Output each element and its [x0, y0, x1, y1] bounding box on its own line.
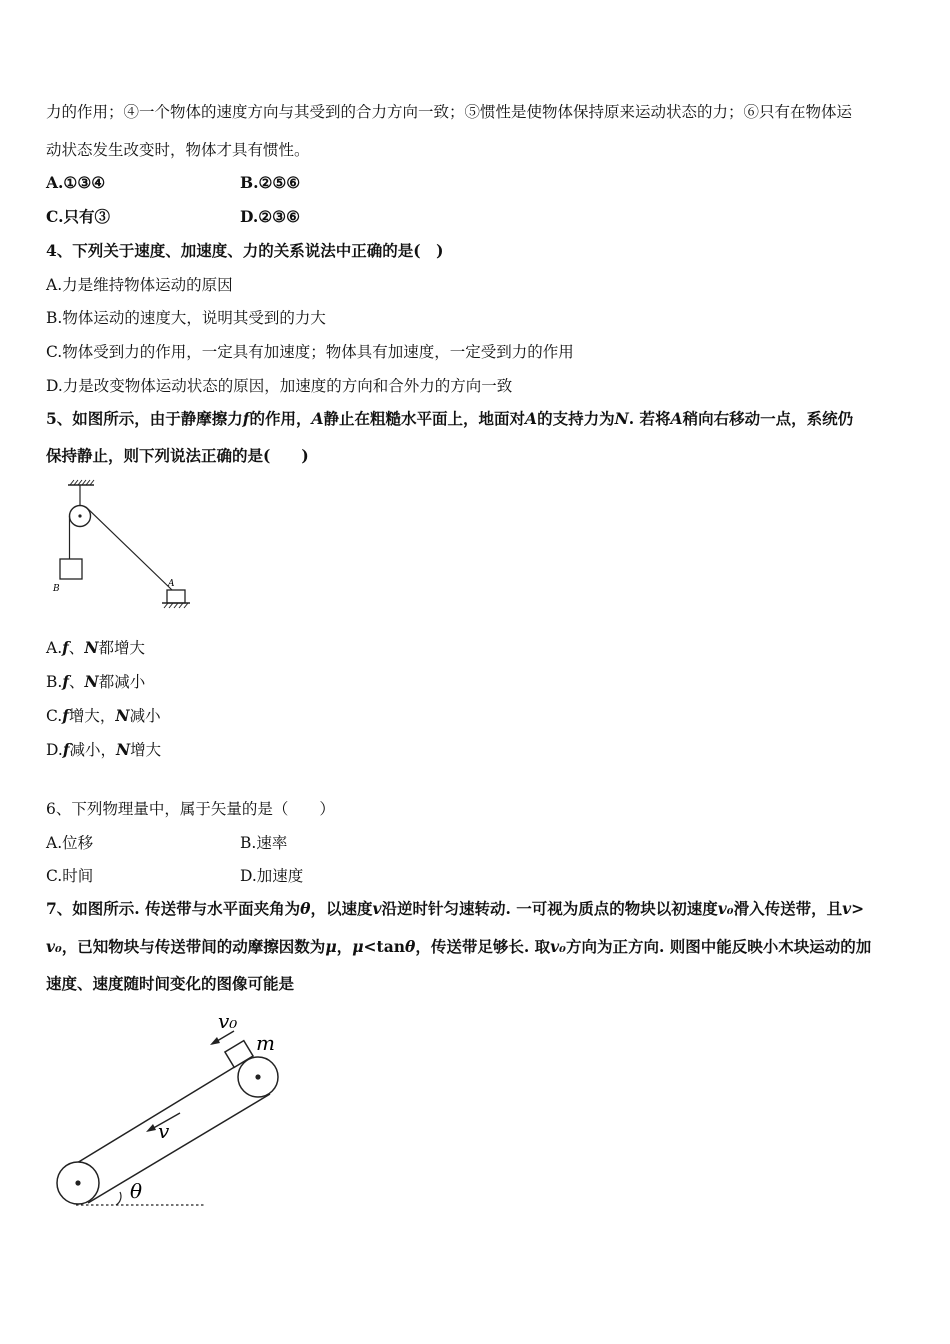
q5-symbol-n: N [614, 409, 629, 428]
q5-stem-part: 稍向右移动一点，系统仍 [682, 409, 854, 428]
q5-option-c [46, 706, 161, 726]
q5-stem-line2: 保持静止，则下列说法正确的是( ) [46, 446, 309, 465]
q7-stem-part: 滑入传送带，且 [733, 899, 843, 918]
q5-option-a [46, 638, 145, 658]
q4-stem: 4、下列关于速度、加速度、力的关系说法中正确的是( ) [46, 241, 444, 260]
q5-sep: 、 [69, 673, 85, 691]
q7-stem-part: 沿逆时针匀速转动. 一可视为质点的物块以初速度 [381, 899, 718, 918]
q7-stem-part: ，以速度 [310, 899, 373, 918]
q7-symbol-v: v [842, 899, 852, 918]
q5-opt-pre: A. [46, 639, 63, 657]
q7-stem-part: <tan [363, 937, 406, 956]
q5-stem-part: 的作用， [249, 409, 312, 428]
q7-fig-label-v: v [158, 1119, 170, 1143]
q7-symbol-v: v [372, 899, 382, 918]
q6-option-a: A.位移 [46, 834, 94, 852]
q5-opt-post: 都减小 [98, 673, 146, 691]
q5-opt-post: 增大 [130, 741, 162, 759]
q7-fig-label-m: m [256, 1031, 275, 1055]
q7-stem-part: 方向为正方向. 则图中能反映小木块运动的加 [565, 937, 872, 956]
q3-option-a: A.①③④ [46, 173, 106, 192]
q5-opt-post: 都增大 [98, 639, 145, 657]
q7-stem-part: ，传送带足够长. 取 [415, 937, 551, 956]
q5-symbol-n: N [84, 638, 99, 657]
q5-opt-pre: C. [46, 707, 63, 725]
q4-option-d: D.力是改变物体运动状态的原因，加速度的方向和合外力的方向一致 [46, 377, 513, 395]
q7-fig-label-v0: v₀ [218, 1009, 238, 1033]
q7-symbol-v0: v₀ [717, 899, 734, 918]
q5-option-d [46, 740, 161, 760]
q4-option-a: A.力是维持物体运动的原因 [46, 276, 233, 294]
q6-option-b: B.速率 [240, 834, 288, 852]
q7-stem-part: 7、如图所示. 传送带与水平面夹角为 [46, 899, 301, 918]
q3-line2: 动状态发生改变时，物体才具有惯性。 [46, 141, 310, 159]
q5-symbol-a: A [525, 409, 538, 428]
q5-opt-mid: 增大， [68, 707, 116, 725]
q7-stem-line3: 速度、速度随时间变化的图像可能是 [46, 974, 295, 993]
q5-symbol-f: f [62, 740, 70, 759]
q6-option-d: D.加速度 [240, 867, 304, 885]
q7-symbol-theta: θ [300, 899, 311, 918]
q5-sep: 、 [68, 639, 85, 657]
q7-conveyor-figure [46, 1006, 296, 1216]
q5-symbol-a: A [311, 409, 324, 428]
q5-stem-line1 [46, 409, 853, 429]
q7-symbol-mu: μ [325, 937, 337, 956]
q7-symbol-theta: θ [405, 937, 416, 956]
q6-stem: 6、下列物理量中，属于矢量的是（ ） [46, 800, 335, 818]
q3-line1: 力的作用；④一个物体的速度方向与其受到的合力方向一致；⑤惯性是使物体保持原来运动状态的力；⑥只有在物体运 [46, 103, 853, 121]
q5-symbol-n: N [116, 740, 131, 759]
q5-fig-label-b: B [53, 584, 60, 594]
q5-pulley-figure [46, 478, 206, 618]
q5-symbol-n: N [115, 706, 130, 725]
q5-stem-part: 静止在粗糙水平面上，地面对 [323, 409, 526, 428]
q5-stem-part: 5、如图所示，由于静摩擦力 [46, 409, 243, 428]
q5-symbol-f: f [62, 638, 69, 657]
q5-opt-pre: D. [46, 741, 63, 759]
q7-stem-part: ，已知物块与传送带间的动摩擦因数为 [61, 937, 326, 956]
q5-stem-part: 的支持力为 [537, 409, 615, 428]
q7-stem-part: ， [336, 937, 353, 956]
q3-option-b: B.②⑤⑥ [240, 173, 301, 192]
q5-symbol-a: A [670, 409, 683, 428]
q5-opt-pre: B. [46, 673, 63, 691]
q5-opt-post: 减小 [129, 707, 161, 725]
q5-opt-mid: 减小， [69, 741, 116, 759]
q6-option-c: C.时间 [46, 867, 94, 885]
q4-option-b: B.物体运动的速度大，说明其受到的力大 [46, 309, 326, 327]
q3-option-d: D.②③⑥ [240, 207, 300, 226]
q5-symbol-f: f [62, 672, 69, 691]
q7-stem-line1 [46, 899, 864, 919]
q7-fig-label-theta: θ [130, 1179, 143, 1203]
q7-stem-line2 [46, 937, 871, 957]
q5-stem-part: . 若将 [628, 409, 671, 428]
q7-symbol-v0: v₀ [550, 937, 566, 956]
q5-symbol-n: N [84, 672, 99, 691]
q5-fig-label-a: A [168, 579, 175, 589]
q7-symbol-v0: v₀ [46, 937, 62, 956]
q3-option-c: C.只有③ [46, 207, 110, 226]
q7-stem-part: > [851, 899, 865, 918]
q5-symbol-f: f [242, 409, 250, 428]
q5-option-b [46, 672, 145, 692]
q4-option-c: C.物体受到力的作用，一定具有加速度；物体具有加速度，一定受到力的作用 [46, 343, 574, 361]
q5-symbol-f: f [62, 706, 69, 725]
q7-symbol-mu: μ [352, 937, 364, 956]
